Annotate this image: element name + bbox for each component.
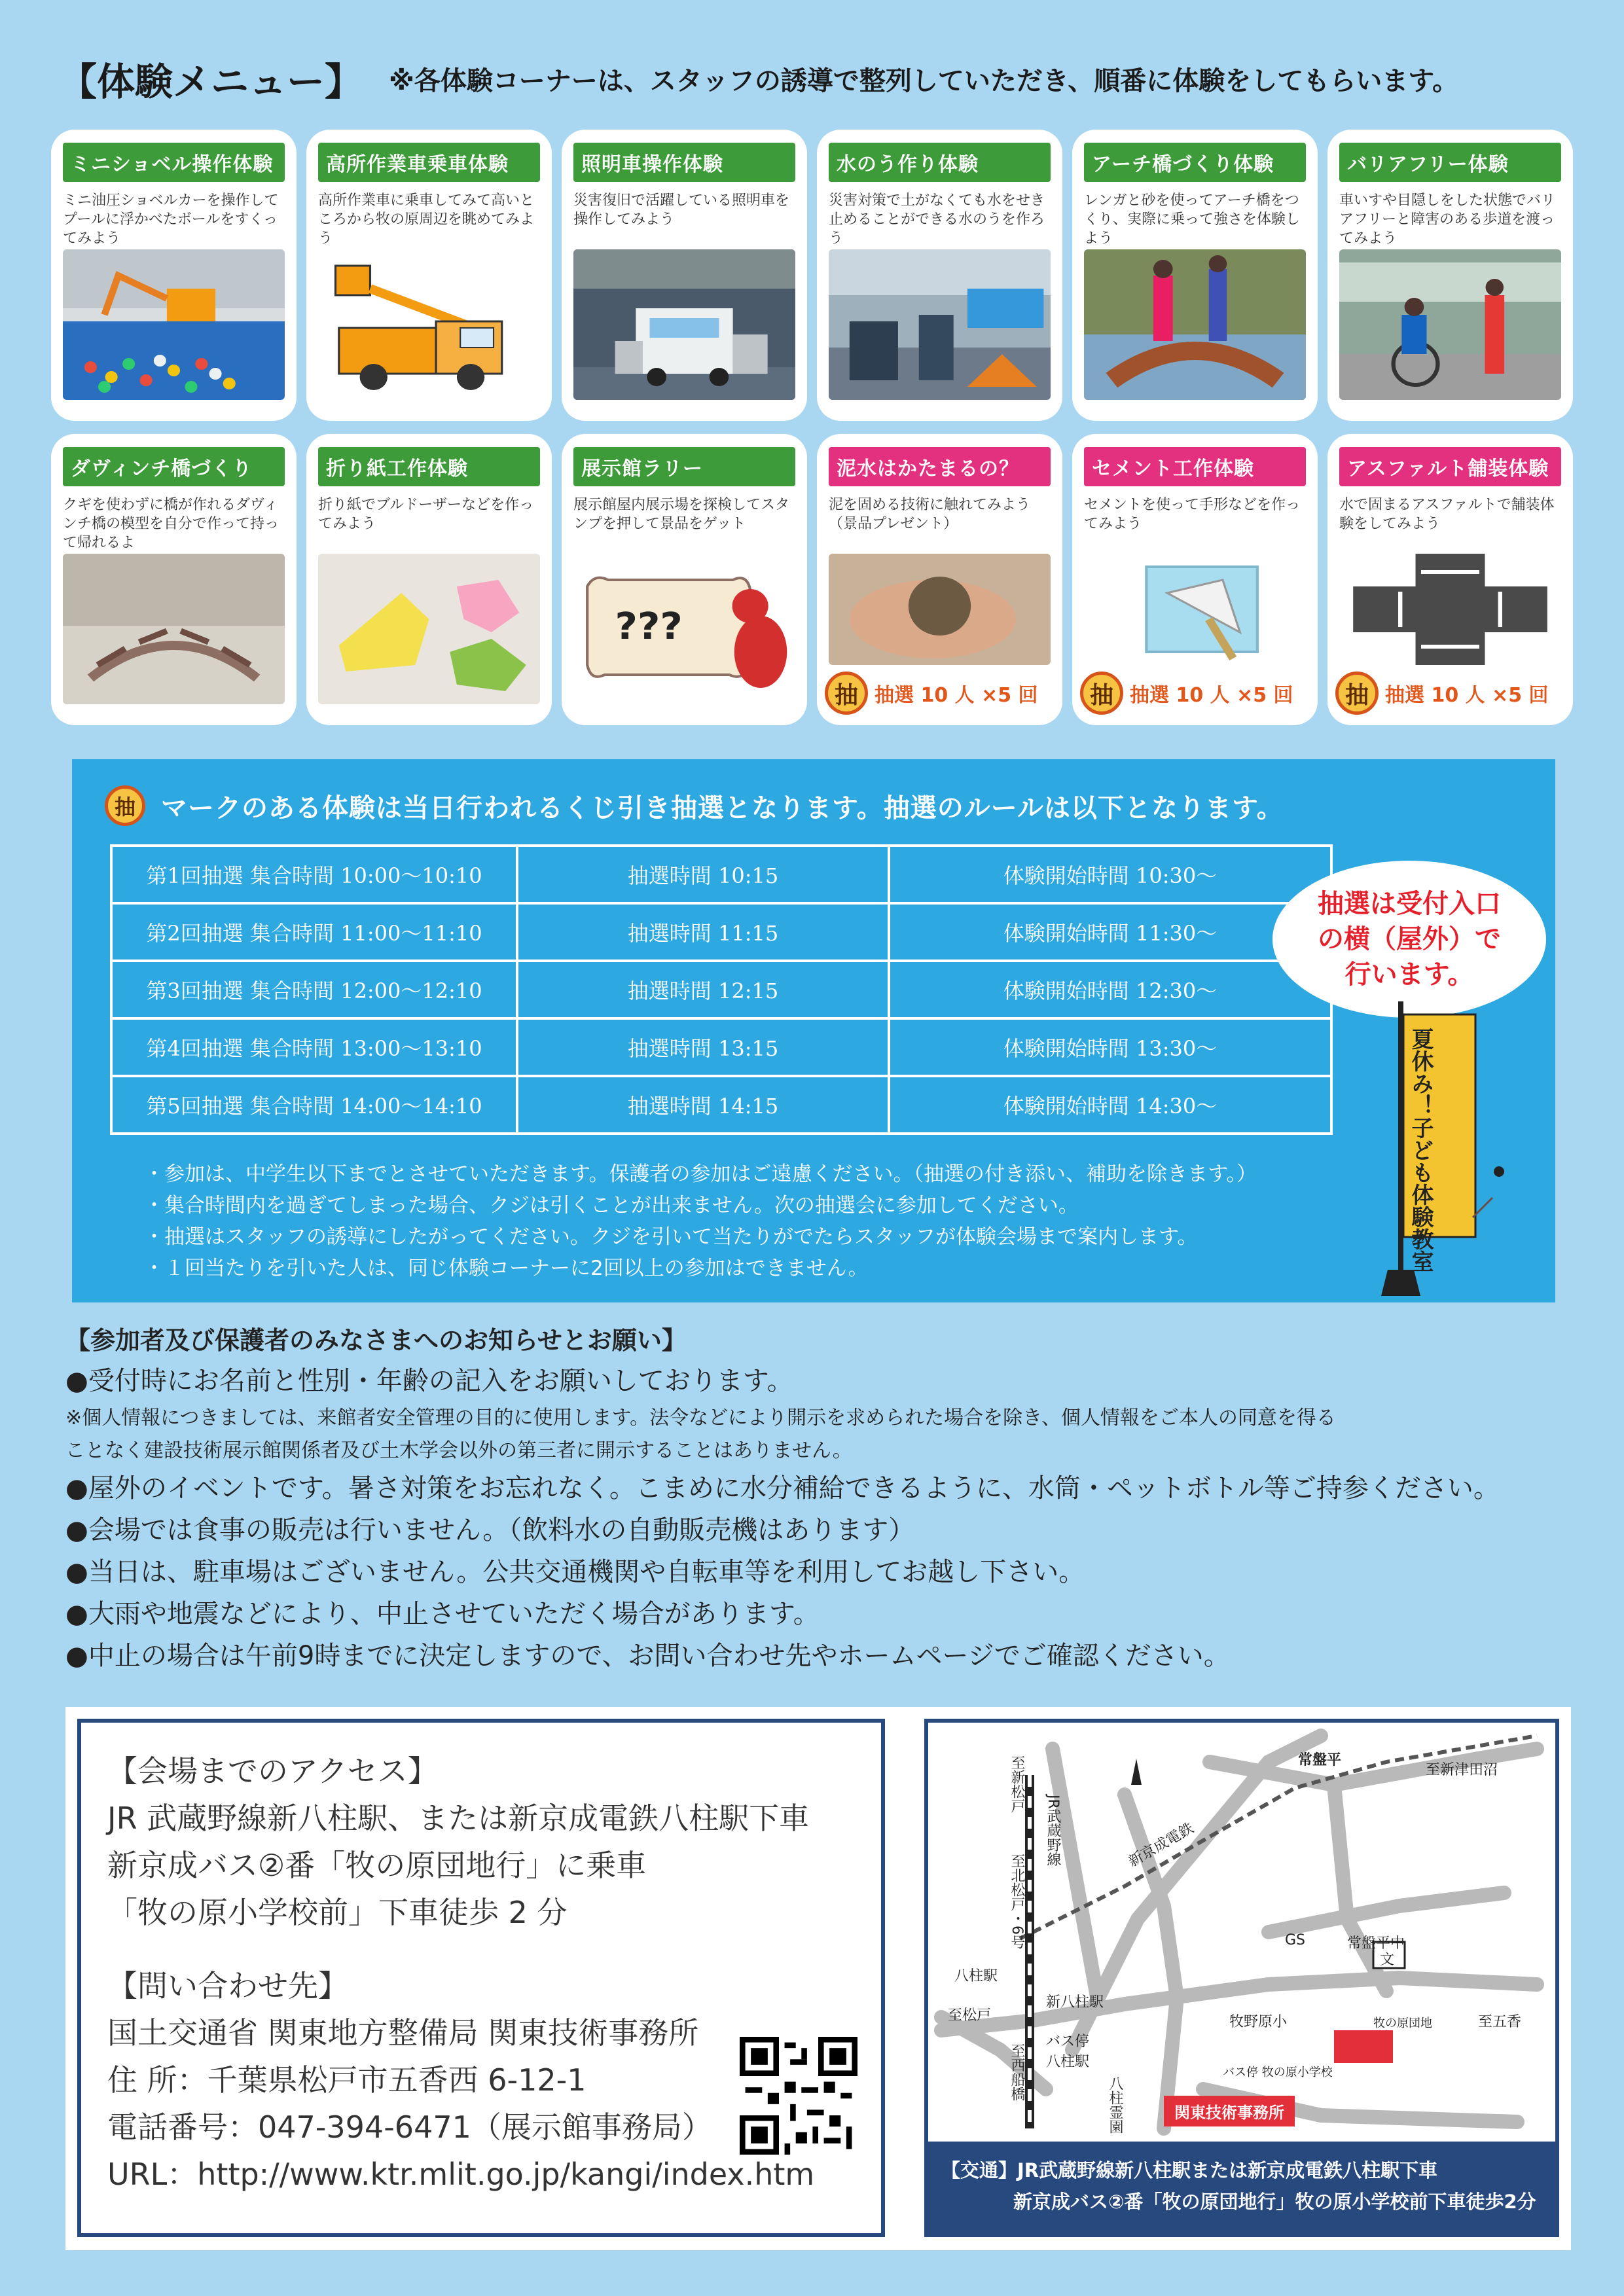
map-label-matsudo: 至松戸 bbox=[948, 2007, 992, 2024]
contact-url[interactable]: URL：http://www.ktr.mlit.go.jp/kangi/index.htm bbox=[107, 2157, 815, 2192]
access-line: JR 武蔵野線新八柱駅、または新京成電鉄八柱駅下車 bbox=[107, 1801, 810, 1836]
map-label-yabashira: 八柱駅 bbox=[954, 1968, 998, 1984]
table-row bbox=[111, 1018, 1331, 1076]
map-label-shinmatsudo: 至新松戸 bbox=[1009, 1755, 1025, 1813]
table-cell: 体験開始時間 14:30〜 bbox=[889, 1076, 1331, 1134]
card-description: 展示館屋内展示場を探検してスタンプを押して景品をゲット bbox=[573, 497, 790, 532]
page-title: 【体験メニュー】 bbox=[59, 60, 363, 104]
card-title: セメント工作体験 bbox=[1084, 447, 1306, 486]
experience-card bbox=[1327, 434, 1573, 725]
map-footer-line: 新京成バス②番「牧の原団地行」牧の原小学校前下車徒歩2分 bbox=[1013, 2191, 1536, 2213]
mud-ball-photo bbox=[829, 554, 1051, 665]
card-title: ダヴィンチ橋づくり bbox=[63, 447, 285, 486]
notice-footnote: ことなく建設技術展示館関係者及び土木学会以外の第三者に開示することはありません。 bbox=[65, 1439, 852, 1462]
table-cell: 体験開始時間 13:30〜 bbox=[889, 1018, 1331, 1076]
card-description: ミニ油圧ショベルカーを操作してプールに浮かべたボールをすくってみよう bbox=[63, 192, 279, 247]
experience-card bbox=[51, 130, 297, 421]
table-cell: 第2回抽選 集合時間 11:00〜11:10 bbox=[111, 903, 517, 961]
speech-bubble bbox=[1272, 861, 1546, 1018]
map-footer bbox=[928, 2142, 1555, 2233]
card-description: クギを使わずに橋が作れるダヴィンチ橋の模型を自分で作って持って帰れるよ bbox=[63, 497, 280, 551]
card-title: 照明車操作体験 bbox=[573, 143, 795, 182]
map-label-bus-yabashira: バス停 八柱駅 bbox=[1046, 2034, 1090, 2070]
table-row bbox=[111, 961, 1331, 1018]
lottery-panel bbox=[72, 759, 1555, 1302]
notice-item: ●大雨や地震などにより、中止させていただく場合があります。 bbox=[65, 1599, 820, 1629]
crossroad-illustration bbox=[1339, 554, 1561, 665]
lottery-count: 抽選 10 人 ×5 回 bbox=[1385, 684, 1549, 707]
card-title: アスファルト舗装体験 bbox=[1339, 447, 1561, 486]
card-title: 展示館ラリー bbox=[573, 447, 795, 486]
card-description: レンガと砂を使ってアーチ橋をつくり、実際に乗って強さを体験しよう bbox=[1084, 192, 1301, 247]
map-label-joban-jhs: 常盤平中 bbox=[1347, 1935, 1405, 1952]
card-title: 泥水はかたまるの？ bbox=[829, 447, 1051, 486]
access-map bbox=[924, 1719, 1559, 2237]
lottery-mark: 抽 bbox=[1080, 672, 1123, 715]
trowel-illustration bbox=[1084, 554, 1306, 665]
access-heading: 【会場までのアクセス】 bbox=[107, 1753, 438, 1789]
table-cell: 体験開始時間 10:30〜 bbox=[889, 846, 1331, 903]
experience-card bbox=[1072, 130, 1318, 421]
experience-card bbox=[817, 130, 1062, 421]
map-footer-line: 【交通】JR武蔵野線新八柱駅または新京成電鉄八柱駅下車 bbox=[941, 2159, 1438, 2181]
notice-item: ●当日は、駐車場はございません。公共交通機関や自転車等を利用してお越し下さい。 bbox=[65, 1557, 1085, 1587]
experience-card bbox=[1327, 130, 1573, 421]
experience-card bbox=[306, 434, 552, 725]
card-description: 泥を固める技術に触れてみよう（景品プレゼント） bbox=[829, 497, 1031, 532]
list-item: ・１回当たりを引いた人は、同じ体験コーナーに2回以上の参加はできません。 bbox=[144, 1257, 869, 1280]
map-label-office: 関東技術事務所 bbox=[1164, 2096, 1295, 2126]
map-label-joban: 常盤平 bbox=[1298, 1752, 1342, 1768]
aerial-work-truck-illustration bbox=[318, 249, 540, 400]
lottery-count: 抽選 10 人 ×5 回 bbox=[875, 684, 1038, 707]
school-icon: 文 bbox=[1380, 1952, 1395, 1968]
card-title: ミニショベル操作体験 bbox=[63, 143, 285, 182]
lottery-badge bbox=[1080, 672, 1293, 715]
table-row bbox=[111, 846, 1331, 903]
map-label-kitamatsudo: 至北松戸・6号 bbox=[1009, 1854, 1025, 1949]
notice-footnote: ※個人情報につきましては、来館者安全管理の目的に使用します。法令などにより開示を求められた場合を除き、個人情報をご本人の同意を得る bbox=[65, 1407, 1336, 1429]
contact-heading: 【問い合わせ先】 bbox=[107, 1968, 348, 2003]
experience-card bbox=[306, 130, 552, 421]
svg-text:???: ??? bbox=[615, 604, 683, 648]
davinci-bridge-photo bbox=[63, 554, 285, 704]
lottery-badge bbox=[1335, 672, 1549, 715]
list-item: ・参加は、中学生以下までとさせていただきます。保護者の参加はご遠慮ください。（抽選の付き添い、補助を除きます。） bbox=[144, 1162, 1257, 1186]
lottery-heading-text: マークのある体験は当日行われるくじ引き抽選となります。抽選のルールは以下となります。 bbox=[161, 793, 1284, 823]
access-info-box bbox=[77, 1719, 885, 2237]
table-row bbox=[111, 1076, 1331, 1134]
card-description: 水で固まるアスファルトで舗装体験をしてみよう bbox=[1339, 497, 1555, 532]
experience-card bbox=[1072, 434, 1318, 725]
access-line: 「牧の原小学校前」下車徒歩 2 分 bbox=[107, 1895, 568, 1930]
card-description: 折り紙でブルドーザーなどを作ってみよう bbox=[318, 497, 534, 532]
access-line: 新京成バス②番「牧の原団地行」に乗車 bbox=[107, 1848, 647, 1883]
lottery-mark: 抽 bbox=[825, 672, 868, 715]
origami-photo bbox=[318, 554, 540, 704]
lottery-mark: 抽 bbox=[105, 785, 145, 826]
contact-address: 住 所：千葉県松戸市五香西 6-12-1 bbox=[107, 2062, 586, 2098]
card-title: 折り紙工作体験 bbox=[318, 447, 540, 486]
card-title: 高所作業車乗車体験 bbox=[318, 143, 540, 182]
map-label-shinkeisei: 新京成電鉄 bbox=[1126, 1820, 1197, 1871]
lottery-notes bbox=[144, 1158, 1427, 1284]
contact-phone: 電話番号：047-394-6471（展示館事務局） bbox=[107, 2109, 712, 2145]
experience-card bbox=[562, 434, 807, 725]
card-description: 高所作業車に乗車してみて高いところから牧の原周辺を眺めてみよう bbox=[318, 192, 535, 247]
card-description: 災害対策で土がなくても水をせき止めることができる水のうを作ろう bbox=[829, 192, 1045, 247]
arch-bridge-photo bbox=[1084, 249, 1306, 400]
card-title: 水のう作り体験 bbox=[829, 143, 1051, 182]
qr-code-icon[interactable] bbox=[740, 2037, 857, 2155]
header-note: ※各体験コーナーは、スタッフの誘導で整列していただき、順番に体験をしてもらいます。 bbox=[389, 65, 1459, 96]
notice-item: ●屋外のイベントです。暑さ対策をお忘れなく。こまめに水分補給できるように、水筒・ペットボトル等ご持参ください。 bbox=[65, 1473, 1500, 1503]
experience-grid bbox=[51, 130, 1573, 725]
list-item: ・集合時間内を過ぎてしまった場合、クジは引くことが出来ません。次の抽選会に参加してください。 bbox=[144, 1194, 1079, 1217]
map-label-cemetery: 八柱霊園 bbox=[1107, 2076, 1123, 2134]
lottery-count: 抽選 10 人 ×5 回 bbox=[1130, 684, 1293, 707]
table-cell: 第5回抽選 集合時間 14:00〜14:10 bbox=[111, 1076, 517, 1134]
notice-item: ●会場では食事の販売は行いません。（飲料水の自動販売機はあります） bbox=[65, 1515, 915, 1545]
table-cell: 第1回抽選 集合時間 10:00〜10:10 bbox=[111, 846, 517, 903]
lighting-vehicle-photo bbox=[573, 249, 795, 400]
map-label-jr-line: JR武蔵野線 bbox=[1045, 1795, 1061, 1867]
map-label-goko: 至五香 bbox=[1478, 2014, 1522, 2030]
experience-card bbox=[562, 130, 807, 421]
map-label-nishikoko: 至西船橋 bbox=[1009, 2043, 1025, 2101]
notice-item: ●受付時にお名前と性別・年齢の記入をお願いしております。 bbox=[65, 1366, 793, 1396]
card-title: バリアフリー体験 bbox=[1339, 143, 1561, 182]
mini-excavator-photo bbox=[63, 249, 285, 400]
table-cell: 抽選時間 11:15 bbox=[517, 903, 889, 961]
map-label-bus-stop: バス停 牧の原小学校 bbox=[1223, 2066, 1333, 2079]
map-label-shinyabashira: 新八柱駅 bbox=[1046, 1994, 1104, 2011]
table-cell: 抽選時間 12:15 bbox=[517, 961, 889, 1018]
lottery-badge bbox=[825, 672, 1038, 715]
card-description: 災害復旧で活躍している照明車を操作してみよう bbox=[573, 192, 790, 228]
map-label-gs: GS bbox=[1285, 1932, 1306, 1948]
table-cell: 抽選時間 13:15 bbox=[517, 1018, 889, 1076]
list-item: ・抽選はスタッフの誘導にしたがってください。クジを引いて当たりがでたらスタッフが体験会場まで案内します。 bbox=[144, 1225, 1198, 1249]
table-cell: 第3回抽選 集合時間 12:00〜12:10 bbox=[111, 961, 517, 1018]
card-description: セメントを使って手形などを作ってみよう bbox=[1084, 497, 1301, 532]
sandbag-photo bbox=[829, 249, 1051, 400]
table-cell: 抽選時間 14:15 bbox=[517, 1076, 889, 1134]
rally-map-illustration bbox=[573, 554, 795, 704]
notice-section bbox=[65, 1321, 1571, 1677]
map-label-makinohara-danchi: 牧の原団地 bbox=[1373, 2017, 1432, 2030]
card-description: 車いすや目隠しをした状態でバリアフリーと障害のある歩道を渡ってみよう bbox=[1339, 192, 1556, 247]
lottery-mark: 抽 bbox=[1335, 672, 1379, 715]
notice-item: ●中止の場合は午前9時までに決定しますので、お問い合わせ先やホームページでご確認ください。 bbox=[65, 1641, 1230, 1671]
map-label-shintsudanuma: 至新津田沼 bbox=[1426, 1762, 1498, 1778]
table-row bbox=[111, 903, 1331, 961]
access-panel bbox=[65, 1707, 1571, 2250]
experience-card bbox=[51, 434, 297, 725]
notice-heading: 【参加者及び保護者のみなさまへのお知らせとお願い】 bbox=[65, 1326, 687, 1355]
map-label-makinohara-elem: 牧野原小 bbox=[1229, 2014, 1288, 2030]
contact-org: 国土交通省 関東地方整備局 関東技術事務所 bbox=[107, 2015, 699, 2051]
page-header bbox=[59, 52, 1578, 105]
lottery-heading bbox=[105, 785, 1284, 826]
table-cell: 第4回抽選 集合時間 13:00〜13:10 bbox=[111, 1018, 517, 1076]
table-cell: 抽選時間 10:15 bbox=[517, 846, 889, 903]
table-cell: 体験開始時間 11:30〜 bbox=[889, 903, 1331, 961]
wheelchair-photo bbox=[1339, 249, 1561, 400]
bubble-text: 抽選は受付入口の横（屋外）で行います。 bbox=[1318, 889, 1501, 990]
card-title: アーチ橋づくり体験 bbox=[1084, 143, 1306, 182]
banner-text: 夏休み！子ども体験教室 bbox=[1407, 1028, 1434, 1272]
experience-card bbox=[817, 434, 1062, 725]
lottery-schedule-table bbox=[110, 844, 1333, 1135]
table-cell: 体験開始時間 12:30〜 bbox=[889, 961, 1331, 1018]
